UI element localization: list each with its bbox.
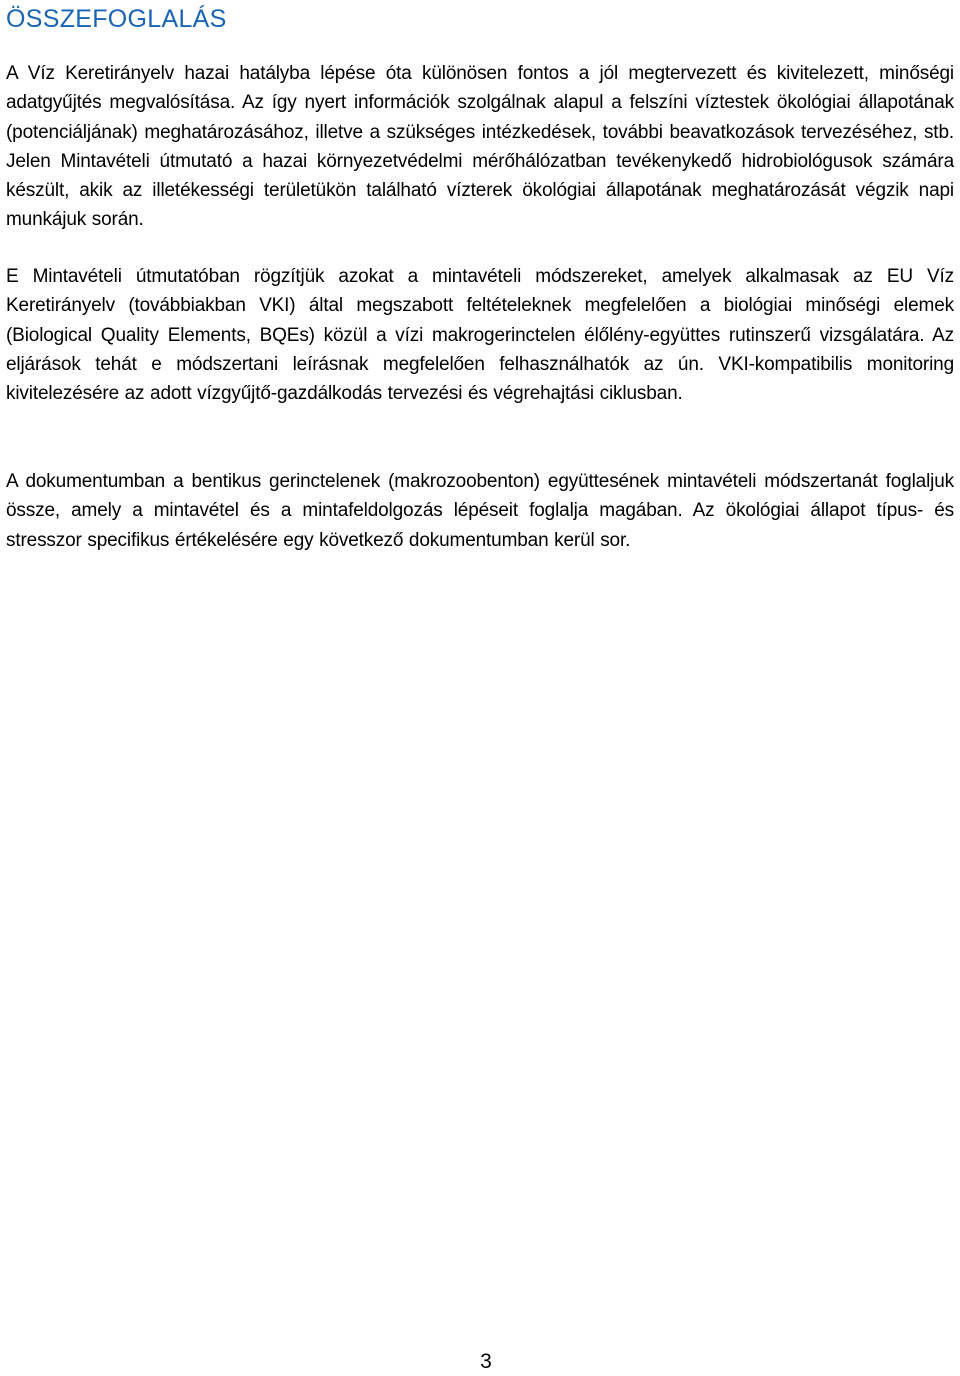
paragraph-text: A dokumentumban a bentikus gerinctelenek (makrozoobenton) együttesének mintavételi módszertanát foglaljuk össze, amely a mintavétel és a mintafeldolgozás lépéseit foglalja magában. Az ökológiai állapot típus- és stresszor specifikus értékelésére egy következő dokumentumban kerül sor. xyxy=(6,471,954,551)
section-heading: ÖSSZEFOGLALÁS xyxy=(6,5,227,33)
paragraph-text: E Mintavételi útmutatóban rögzítjük azokat a mintavételi módszereket, amelyek alkalmasak az EU Víz Keretirányelv (továbbiakban VKI) által megszabott feltételeknek megfelelően a biológiai minőségi elemek (Biological Quality Elements, BQEs) közül a vízi makrogerinctelen élőlény-együttes rutinszerű vizsgálatára. Az eljárások tehát e módszertani leírásnak megfelelően felhasználhatók az ún. VKI-kompatibilis monitoring kivitelezésére az adott vízgyűjtő-gazdálkodás tervezési és végrehajtási ciklusban. xyxy=(6,266,954,405)
paragraph-scope xyxy=(6,467,954,555)
page-number: 3 xyxy=(480,1350,492,1373)
paragraph-methods xyxy=(6,262,954,408)
paragraph-text: A Víz Keretirányelv hazai hatályba lépése óta különösen fontos a jól megtervezett és kivitelezett, minőségi adatgyűjtés megvalósítása. Az így nyert információk szolgálnak alapul a felszíni víztestek ökológiai állapotának (potenciáljának) meghatározásához, illetve a szükséges intézkedések, további beavatkozások tervezéséhez, stb. Jelen Mintavételi útmutató a hazai környezetvédelmi mérőhálózatban tevékenykedő hidrobiológusok számára készült, akik az illetékességi területükön található vízterek ökológiai állapotának meghatározását végzik napi munkájuk során. xyxy=(6,63,954,231)
paragraph-intro xyxy=(6,59,954,235)
